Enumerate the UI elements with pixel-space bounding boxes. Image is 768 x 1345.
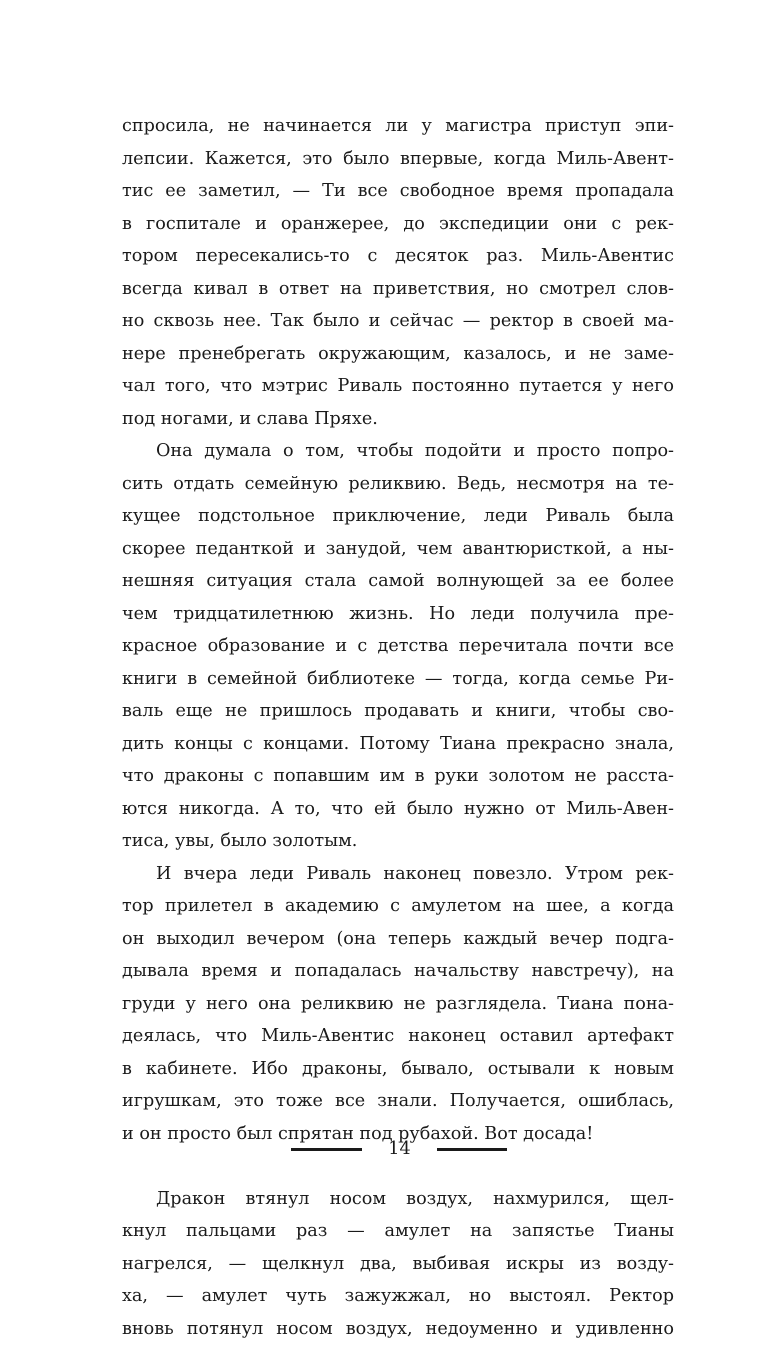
text-line: скорее педанткой и занудой, чем авантюристкой, а ны- (122, 533, 674, 566)
text-line: Она думала о том, чтобы подойти и просто попро- (122, 435, 674, 468)
text-line: чем тридцатилетнюю жизнь. Но леди получила пре- (122, 598, 674, 631)
text-line: тором пересекались-то с десяток раз. Миль-Авентис (122, 240, 674, 273)
text-line: игрушкам, это тоже все знали. Получается, ошиблась, (122, 1085, 674, 1118)
text-line: нешняя ситуация стала самой волнующей за ее более (122, 565, 674, 598)
text-line: ются никогда. А то, что ей было нужно от Миль-Авен- (122, 793, 674, 826)
text-line: тиса, увы, было золотым. (122, 825, 674, 858)
page-number: 14 (362, 1134, 437, 1164)
text-line: под ногами, и слава Пряхе. (122, 403, 674, 436)
text-line: и он просто был спрятан под рубахой. Вот досада! (122, 1118, 674, 1151)
text-line: в кабинете. Ибо драконы, бывало, остывали к новым (122, 1053, 674, 1086)
footer-rule-right (437, 1148, 507, 1151)
page-footer (0, 1134, 768, 1164)
text-line: что драконы с попавшим им в руки золотом не расста- (122, 760, 674, 793)
text-line: Дракон втянул носом воздух, нахмурился, щел- (122, 1183, 674, 1216)
footer-rule-left (291, 1148, 362, 1151)
paragraph-1 (122, 110, 674, 435)
text-line: лепсии. Кажется, это было впервые, когда Миль-Авент- (122, 143, 674, 176)
text-line: валь еще не пришлось продавать и книги, чтобы сво- (122, 695, 674, 728)
text-line: нере пренебрегать окружающим, казалось, и не заме- (122, 338, 674, 371)
text-line: тис ее заметил, — Ти все свободное время пропадала (122, 175, 674, 208)
text-line: деялась, что Миль-Авентис наконец оставил артефакт (122, 1020, 674, 1053)
text-line: сить отдать семейную реликвию. Ведь, несмотря на те- (122, 468, 674, 501)
text-line: книги в семейной библиотеке — тогда, когда семье Ри- (122, 663, 674, 696)
text-line: он выходил вечером (она теперь каждый вечер подга- (122, 923, 674, 956)
text-line: дывала время и попадалась начальству навстречу), на (122, 955, 674, 988)
text-line: всегда кивал в ответ на приветствия, но смотрел слов- (122, 273, 674, 306)
text-line: дить концы с концами. Потому Тиана прекрасно знала, (122, 728, 674, 761)
paragraph-4 (122, 1183, 674, 1345)
text-line: кущее подстольное приключение, леди Риваль была (122, 500, 674, 533)
text-line: красное образование и с детства перечитала почти все (122, 630, 674, 663)
text-line: груди у него она реликвию не разглядела. Тиана пона- (122, 988, 674, 1021)
paragraph-3 (122, 858, 674, 1151)
text-line: нагрелся, — щелкнул два, выбивая искры из возду- (122, 1248, 674, 1281)
text-line: И вчера леди Риваль наконец повезло. Утром рек- (122, 858, 674, 891)
text-line: тор прилетел в академию с амулетом на шее, а когда (122, 890, 674, 923)
text-line: ха, — амулет чуть зажужжал, но выстоял. Ректор (122, 1280, 674, 1313)
text-line: кнул пальцами раз — амулет на запястье Тианы (122, 1215, 674, 1248)
text-line: спросила, не начинается ли у магистра приступ эпи- (122, 110, 674, 143)
text-line: чал того, что мэтрис Риваль постоянно путается у него (122, 370, 674, 403)
text-line: вновь потянул носом воздух, недоуменно и удивленно (122, 1313, 674, 1345)
text-line: в госпитале и оранжерее, до экспедиции они с рек- (122, 208, 674, 241)
paragraph-2 (122, 435, 674, 858)
text-line: но сквозь нее. Так было и сейчас — ректор в своей ма- (122, 305, 674, 338)
